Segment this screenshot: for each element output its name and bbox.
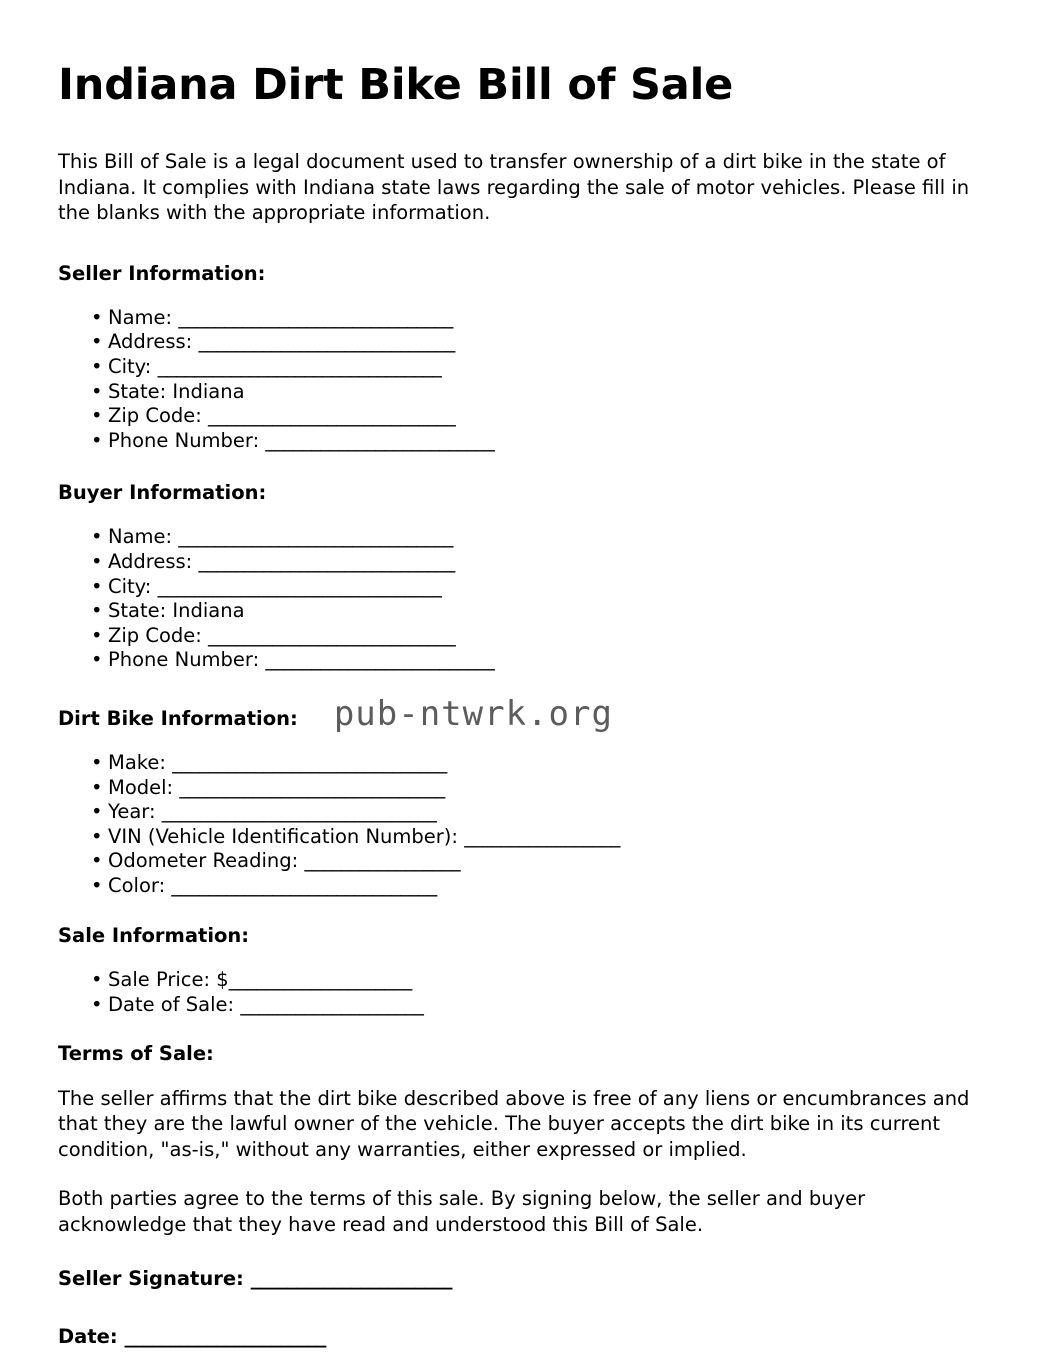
field-label: Name:: [108, 305, 179, 329]
list-item: [58, 330, 997, 355]
field-label: Make:: [108, 750, 173, 774]
list-item: [58, 874, 997, 899]
field-blank[interactable]: ______________________________: [172, 750, 447, 774]
list-item: [58, 380, 997, 405]
field-label: Phone Number:: [108, 648, 266, 672]
list-item: [58, 575, 997, 600]
watermark-text: pub-ntwrk.org: [333, 693, 613, 734]
field-blank[interactable]: _____________________________: [171, 873, 437, 897]
field-label: City:: [108, 574, 158, 598]
date-line: [58, 1325, 997, 1349]
list-item: [58, 429, 997, 454]
list-item: [58, 525, 997, 550]
intro-paragraph: This Bill of Sale is a legal document used to transfer ownership of a dirt bike in the state of Indiana. It complies with Indiana state laws regarding the sale of motor vehicles. Please fill in the blanks with the appropriate information.: [58, 150, 970, 225]
field-blank[interactable]: _____________________________: [179, 775, 445, 799]
field-blank[interactable]: ______________________________: [178, 305, 453, 329]
field-blank[interactable]: ______________________________: [161, 800, 437, 824]
field-label: Phone Number:: [108, 428, 266, 452]
seller-information-list: [58, 306, 997, 454]
field-blank[interactable]: _______________________________: [157, 574, 442, 598]
list-item: [58, 355, 997, 380]
date-label: Date:: [58, 1325, 125, 1349]
field-blank[interactable]: _________________________: [265, 428, 495, 452]
list-item: [58, 648, 997, 673]
list-item: [58, 599, 997, 624]
field-label: Zip Code:: [108, 623, 209, 647]
bike-information-list: [58, 751, 997, 899]
field-label: Date of Sale:: [108, 993, 241, 1017]
list-item: [58, 849, 997, 874]
sale-information-heading: Sale Information:: [58, 924, 250, 948]
field-blank[interactable]: ____________________: [240, 993, 424, 1017]
field-label: Zip Code:: [108, 404, 209, 428]
list-item: [58, 624, 997, 649]
terms-paragraph-2: Both parties agree to the terms of this sale. By signing below, the seller and buyer acknowledge that they have read and understood this Bill of Sale.: [58, 1187, 866, 1236]
list-item: [58, 751, 997, 776]
terms-paragraph-1: The seller affirms that the dirt bike described above is free of any liens or encumbrances and that they are the lawful owner of the vehicle. The buyer accepts the dirt bike in its current condition, "as-is," without any warranties, either expressed or implied.: [58, 1086, 970, 1161]
field-label: Address:: [108, 330, 199, 354]
field-label: State: Indiana: [108, 379, 245, 403]
field-blank[interactable]: ____________________________: [198, 549, 455, 573]
field-label: Address:: [108, 549, 199, 573]
seller-signature-line: [58, 1267, 997, 1291]
seller-information-heading: Seller Information:: [58, 261, 266, 285]
field-label: Color:: [108, 873, 172, 897]
field-blank[interactable]: ____________________: [228, 968, 412, 992]
field-label: VIN (Vehicle Identification Number):: [108, 824, 465, 848]
field-label: Odometer Reading:: [108, 849, 305, 873]
field-blank[interactable]: _________________________: [265, 648, 495, 672]
bike-information-heading-row: [58, 693, 997, 734]
field-blank[interactable]: _________________: [464, 824, 620, 848]
field-blank[interactable]: ______________________________: [178, 525, 453, 549]
seller-signature-label: Seller Signature:: [58, 1267, 251, 1291]
field-label: Sale Price: $: [108, 968, 229, 992]
list-item: [58, 968, 997, 993]
field-blank[interactable]: ___________________________: [208, 623, 456, 647]
page-title: Indiana Dirt Bike Bill of Sale: [58, 60, 734, 110]
list-item: [58, 800, 997, 825]
field-blank[interactable]: ____________________________: [198, 330, 455, 354]
list-item: [58, 306, 997, 331]
field-label: City:: [108, 354, 158, 378]
field-label: Year:: [108, 800, 162, 824]
field-blank[interactable]: _________________: [304, 849, 460, 873]
list-item: [58, 993, 997, 1018]
list-item: [58, 550, 997, 575]
field-blank[interactable]: _______________________________: [157, 354, 442, 378]
field-label: Model:: [108, 775, 180, 799]
field-label: State: Indiana: [108, 599, 245, 623]
field-blank[interactable]: ___________________________: [208, 404, 456, 428]
sale-information-list: [58, 968, 997, 1017]
seller-signature-blank[interactable]: ______________________: [250, 1267, 452, 1291]
list-item: [58, 776, 997, 801]
bike-information-heading: Dirt Bike Information:: [58, 706, 298, 730]
date-blank[interactable]: ______________________: [124, 1325, 326, 1349]
list-item: [58, 404, 997, 429]
field-label: Name:: [108, 525, 179, 549]
list-item: [58, 825, 997, 850]
buyer-information-heading: Buyer Information:: [58, 481, 267, 505]
buyer-information-list: [58, 525, 997, 673]
terms-of-sale-heading: Terms of Sale:: [58, 1041, 214, 1065]
